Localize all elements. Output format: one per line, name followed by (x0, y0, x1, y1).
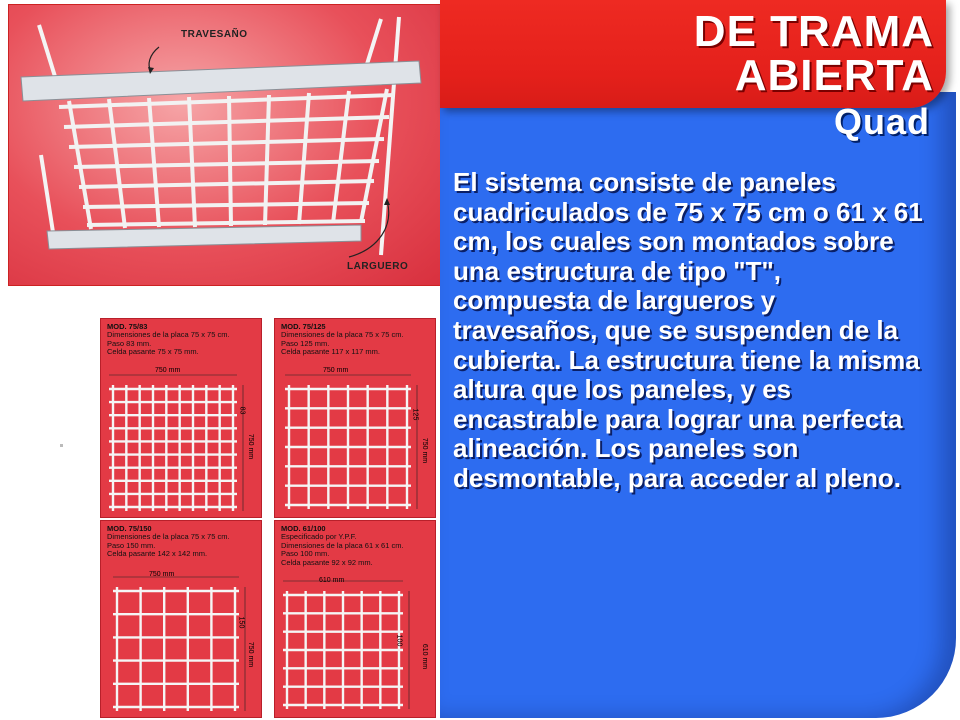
dimension-pitch: 150 (237, 616, 245, 629)
dimension-side: 750 mm (247, 641, 255, 668)
module-diagram-75-83 (100, 318, 262, 518)
dimension-top: 750 mm (149, 571, 175, 578)
dimension-side: 750 mm (421, 437, 429, 464)
module-code: MOD. 75/150 (107, 524, 152, 533)
module-spec-line: Dimensiones de la placa 75 x 75 cm. (107, 330, 230, 340)
module-code: MOD. 61/100 (281, 524, 326, 533)
module-spec-line: Dimensiones de la placa 75 x 75 cm. (281, 330, 404, 340)
title-line-2: ABIERTA (734, 51, 934, 100)
dimension-pitch: 100 (395, 634, 403, 647)
module-spec-line: Celda pasante 117 x 117 mm. (281, 347, 380, 357)
module-diagram-61-100 (274, 520, 436, 718)
ceiling-grid-drawing (9, 5, 441, 285)
module-spec-line: Especificado por Y.P.F. (281, 532, 357, 542)
module-diagram-75-150 (100, 520, 262, 718)
module-spec-line: Dimensiones de la placa 61 x 61 cm. (281, 540, 404, 550)
stray-mark (60, 444, 63, 447)
module-spec-line: Paso 125 mm. (281, 338, 330, 348)
product-subtitle: Quad (833, 101, 930, 142)
module-spec-line: Celda pasante 142 x 142 mm. (107, 549, 208, 559)
dimension-side: 610 mm (421, 643, 429, 670)
module-spec-line: Celda pasante 92 x 92 mm. (281, 557, 373, 567)
module-spec-line: Celda pasante 75 x 75 mm. (107, 347, 199, 357)
title-line-1: DE TRAMA (693, 7, 934, 56)
module-code: MOD. 75/125 (281, 322, 326, 331)
dimension-top: 610 mm (319, 577, 345, 584)
dimension-top: 750 mm (323, 367, 349, 374)
larguero-label: LARGUERO (347, 261, 409, 272)
description-text: El sistema consiste de paneles cuadriculados de 75 x 75 cm o 61 x 61 cm, los cuales son montados sobre una estructura de tipo "T", compuesta de largueros y travesaños, que se suspenden de la cubierta. La estructura tiene la misma altura que los paneles, y es encastrable para lograr una perfecta alineación. Los paneles son desmontable, para acceder al pleno. (453, 167, 923, 493)
module-spec-line: Dimensiones de la placa 75 x 75 cm. (107, 532, 230, 542)
module-diagram-75-125 (274, 318, 436, 518)
module-spec-line: Paso 150 mm. (107, 540, 156, 550)
module-spec-line: Paso 83 mm. (107, 338, 152, 348)
dimension-side: 750 mm (247, 433, 255, 460)
dimension-pitch: 125 (411, 408, 419, 421)
ceiling-grid-illustration (8, 4, 442, 286)
travesano-label: TRAVESAÑO (181, 29, 248, 40)
module-code: MOD. 75/83 (107, 322, 148, 331)
dimension-top: 750 mm (155, 367, 181, 374)
module-spec-line: Paso 100 mm. (281, 549, 330, 559)
dimension-pitch: 83 (238, 406, 246, 415)
